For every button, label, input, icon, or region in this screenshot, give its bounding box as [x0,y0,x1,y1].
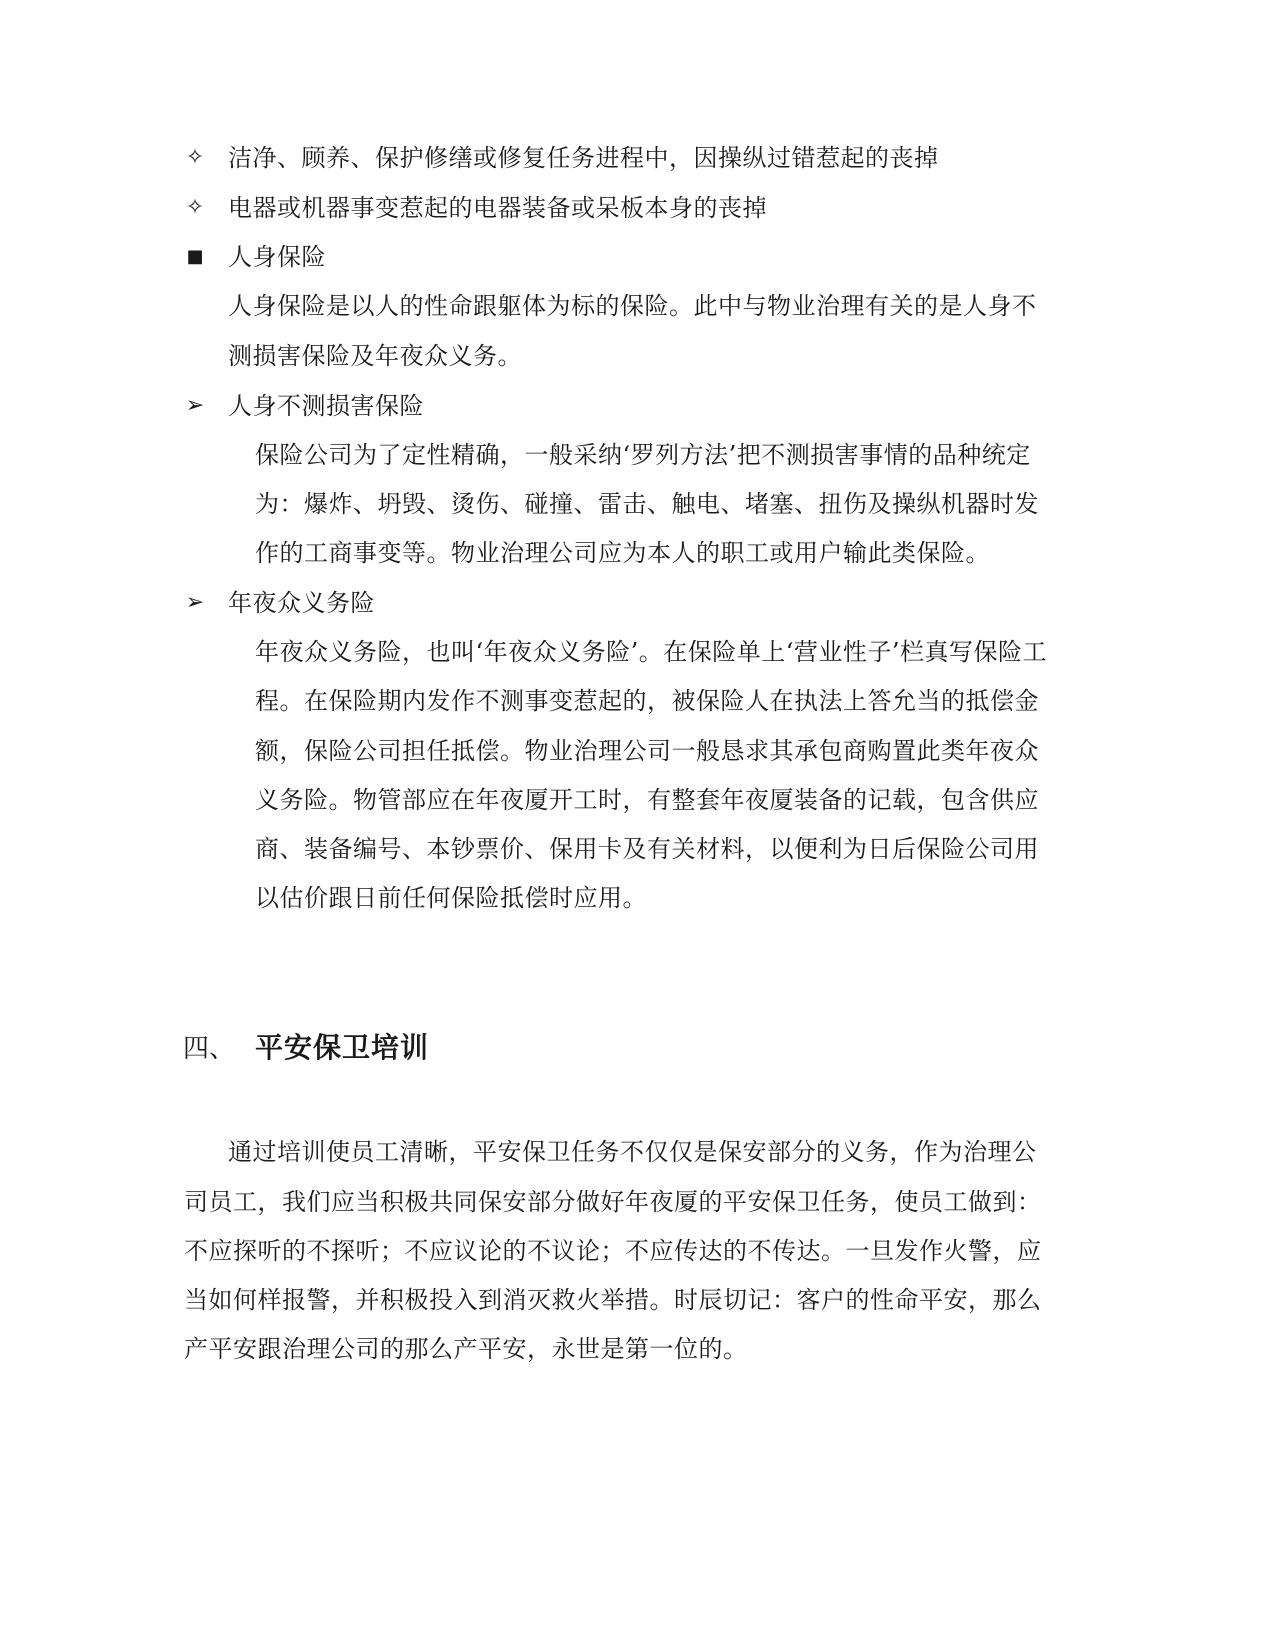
arrow-bullet-icon: ➢ [185,590,205,615]
paragraph-line: 当如何样报警，并积极投入到消灭救火举措。时辰切记：客户的性命平安，那么 [184,1286,1042,1314]
paragraph-line: 人身保险是以人的性命跟躯体为标的保险。此中与物业治理有关的是人身不 [228,292,1037,320]
paragraph-line: 程。在保险期内发作不测事变惹起的，被保险人在执法上答允当的抵偿金 [255,687,1039,715]
paragraph-line: 通过培训使员工清晰，平安保卫任务不仅仅是保安部分的义务，作为治理公 [228,1138,1037,1166]
paragraph-line: 额，保险公司担任抵偿。物业治理公司一般恳求其承包商购置此类年夜众 [255,737,1039,765]
paragraph-line: 为：爆炸、坍毁、烫伤、碰撞、雷击、触电、堵塞、扭伤及操纵机器时发 [255,490,1039,518]
paragraph-line: 测损害保险及年夜众义务。 [228,342,522,370]
paragraph-line: 产平安跟治理公司的那么产平安，永世是第一位的。 [184,1335,748,1363]
arrow-bullet-icon: ➢ [185,393,205,418]
list-item: 电器或机器事变惹起的电器装备或呆板本身的丧掉 [228,194,767,222]
paragraph-line: 作的工商事变等。物业治理公司应为本人的职工或用户输此类保险。 [255,539,990,567]
list-item: 人身不测损害保险 [228,392,424,420]
list-item: 年夜众义务险 [228,589,375,617]
paragraph-line: 商、装备编号、本钞票价、保用卡及有关材料，以便利为日后保险公司用 [255,835,1039,863]
square-bullet-icon: ■ [186,246,204,267]
paragraph-line: 司员工，我们应当积极共同保安部分做好年夜厦的平安保卫任务，使员工做到： [184,1188,1042,1216]
paragraph-line: 以估价跟日前任何保险抵偿时应用。 [255,884,647,912]
paragraph-line: 年夜众义务险，也叫‘年夜众义务险’。在保险单上‘营业性子’栏真写保险工 [255,638,1048,666]
list-item: 洁净、顾养、保护修缮或修复任务进程中，因操纵过错惹起的丧掉 [228,144,939,172]
diamond-bullet-icon: ✧ [185,145,205,170]
paragraph-line: 义务险。物管部应在年夜厦开工时，有整套年夜厦装备的记载，包含供应 [255,786,1039,814]
paragraph-line: 保险公司为了定性精确，一般采纳‘罗列方法’把不测损害事情的品种统定 [255,441,1031,469]
diamond-bullet-icon: ✧ [185,195,205,220]
section-title: 平安保卫培训 [255,1031,430,1064]
paragraph-line: 不应探听的不探听；不应议论的不议论；不应传达的不传达。一旦发作火警，应 [184,1237,1042,1265]
section-number: 四、 [183,1034,236,1064]
list-item: 人身保险 [228,243,326,271]
